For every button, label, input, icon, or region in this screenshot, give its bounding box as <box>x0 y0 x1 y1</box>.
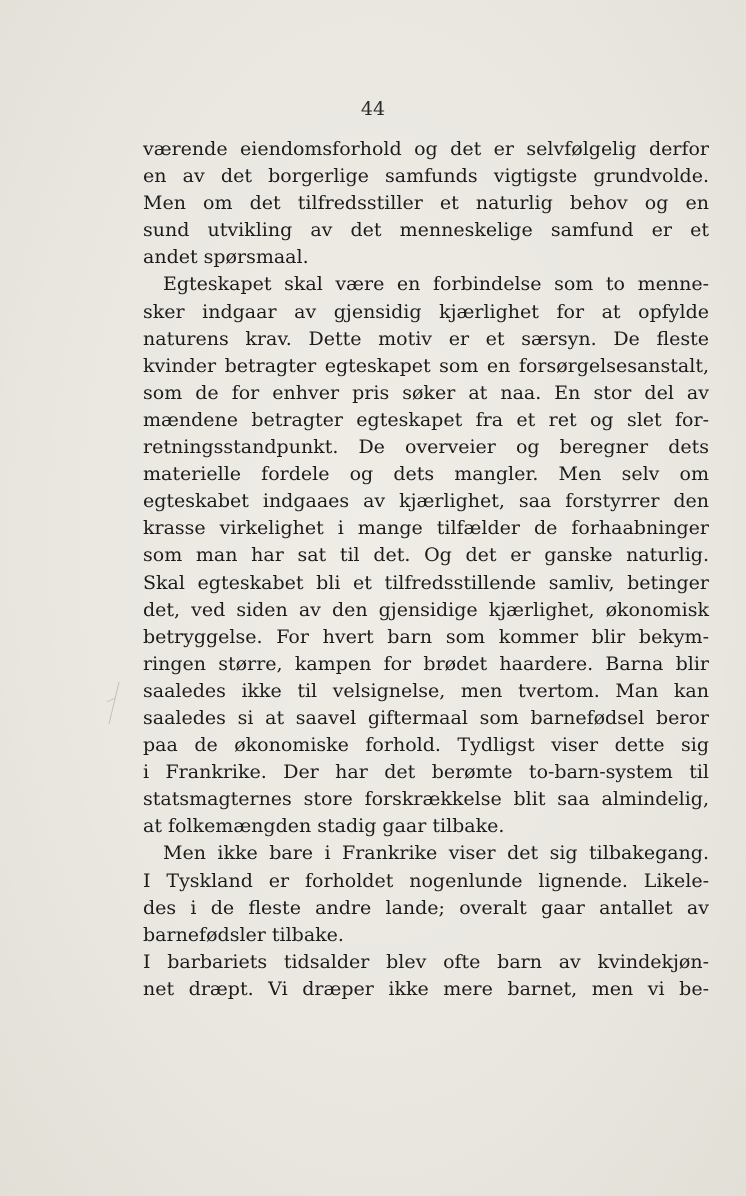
text-line: des i de fleste andre lande; overalt gaar antallet av <box>143 896 709 919</box>
text-line: Egteskapet skal være en forbindelse som to menne- <box>163 273 709 296</box>
text-line: som de for enhver pris søker at naa. En stor del av <box>143 381 709 404</box>
margin-pencil-mark <box>105 680 123 726</box>
text-line: Skal egteskabet bli et tilfredsstillende samliv, betinger <box>143 571 709 594</box>
text-line: betryggelse. For hvert barn som kommer blir bekym- <box>143 625 709 648</box>
text-line: sker indgaar av gjensidig kjærlighet for at opfylde <box>143 300 709 323</box>
text-line: mændene betragter egteskapet fra et ret og slet for- <box>143 408 709 431</box>
text-line: det, ved siden av den gjensidige kjærlighet, økonomisk <box>143 598 709 621</box>
text-line: barnefødsler tilbake. <box>143 923 344 946</box>
text-line: saaledes si at saavel giftermaal som barnefødsel beror <box>143 706 709 729</box>
text-line: net dræpt. Vi dræper ikke mere barnet, men vi be- <box>143 977 709 1000</box>
page-number: 44 <box>360 98 386 120</box>
text-line: krasse virkelighet i mange tilfælder de forhaabninger <box>143 517 709 540</box>
text-line: sund utvikling av det menneskelige samfund er et <box>143 219 709 242</box>
text-line: saaledes ikke til velsignelse, men tvertom. Man kan <box>143 679 709 702</box>
text-line: retningsstandpunkt. De overveier og beregner dets <box>143 436 709 459</box>
text-line: materielle fordele og dets mangler. Men selv om <box>143 463 709 486</box>
text-line: andet spørsmaal. <box>143 246 309 269</box>
text-line: egteskabet indgaaes av kjærlighet, saa forstyrrer den <box>143 490 709 513</box>
text-line: værende eiendomsforhold og det er selvfølgelig derfor <box>143 138 709 160</box>
text-line: statsmagternes store forskrækkelse blit saa almindelig, <box>143 788 709 811</box>
text-line: I Tyskland er forholdet nogenlunde lignende. Likele- <box>143 869 709 892</box>
text-line: en av det borgerlige samfunds vigtigste grundvolde. <box>143 165 709 188</box>
text-line: ringen større, kampen for brødet haardere. Barna blir <box>143 652 709 675</box>
text-line: som man har sat til det. Og det er ganske naturlig. <box>143 544 709 567</box>
text-line: kvinder betragter egteskapet som en forsørgelsesanstalt, <box>143 354 709 377</box>
text-line: i Frankrike. Der har det berømte to-barn-system til <box>143 761 709 784</box>
text-line: paa de økonomiske forhold. Tydligst viser dette sig <box>143 734 709 757</box>
text-line: at folkemængden stadig gaar tilbake. <box>143 815 505 838</box>
text-line: Men ikke bare i Frankrike viser det sig tilbakegang. <box>163 842 709 865</box>
text-line: I barbariets tidsalder blev ofte barn av kvindekjøn- <box>143 950 709 973</box>
text-line: Men om det tilfredsstiller et naturlig behov og en <box>143 192 709 215</box>
body-text <box>143 136 709 1003</box>
text-line: naturens krav. Dette motiv er et særsyn. De fleste <box>143 327 709 350</box>
